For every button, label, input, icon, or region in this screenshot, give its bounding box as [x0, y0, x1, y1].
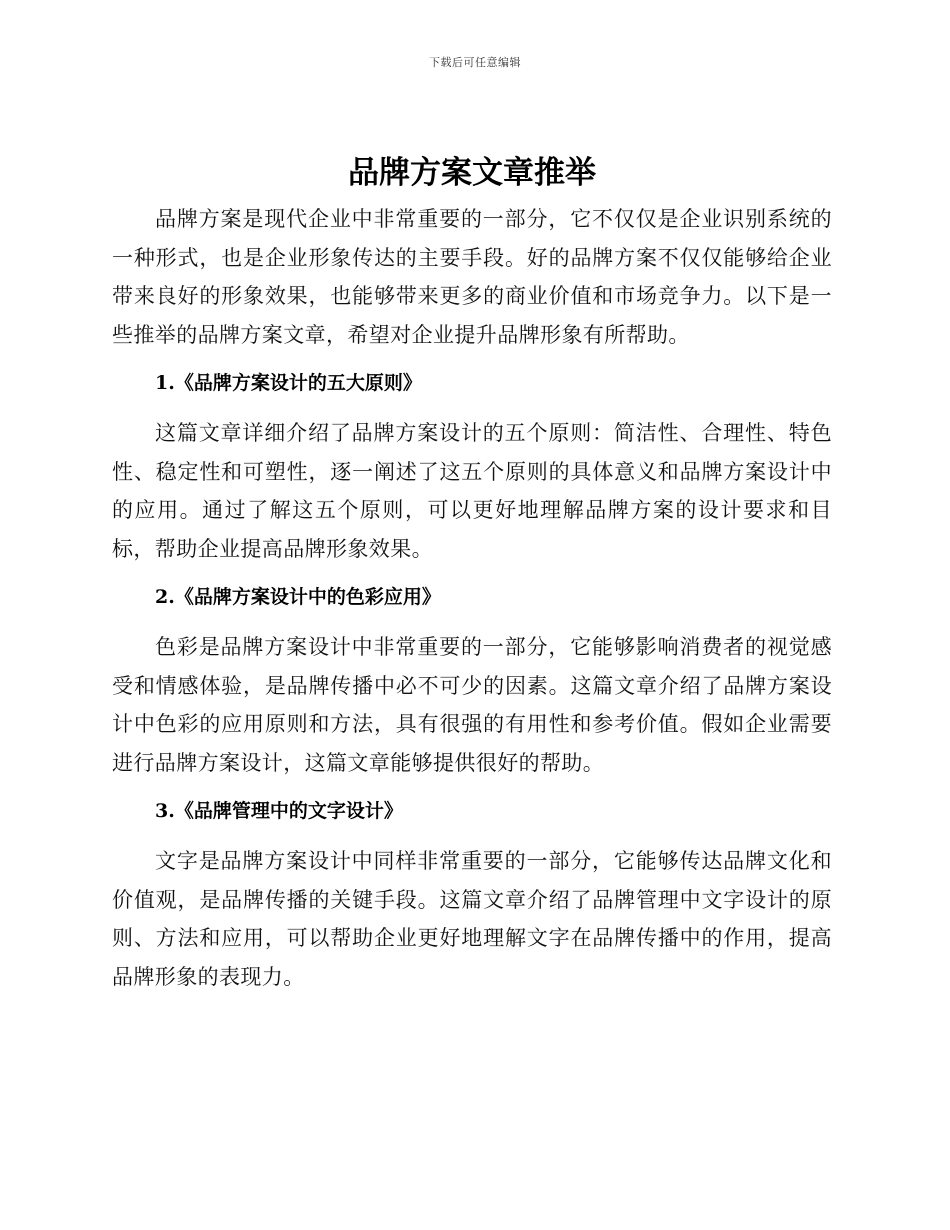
document-body [112, 150, 832, 996]
header-note: 下载后可任意编辑 [429, 56, 521, 69]
section-heading: 1.《品牌方案设计的五大原则》 [155, 372, 422, 394]
intro-paragraph: 品牌方案是现代企业中非常重要的一部分，它不仅仅是企业识别系统的一种形式，也是企业形象传达的主要手段。好的品牌方案不仅仅能够给企业带来良好的形象效果，也能够带来更多的商业价值和市场竞争力。以下是一些推举的品牌方案文章，希望对企业提升品牌形象有所帮助。 [112, 207, 832, 347]
section-2 [112, 582, 832, 782]
section-3 [112, 796, 832, 996]
section-paragraph: 色彩是品牌方案设计中非常重要的一部分，它能够影响消费者的视觉感受和情感体验，是品牌传播中必不可少的因素。这篇文章介绍了品牌方案设计中色彩的应用原则和方法，具有很强的有用性和参考价值。假如企业需要进行品牌方案设计，这篇文章能够提供很好的帮助。 [112, 635, 832, 775]
section-paragraph: 这篇文章详细介绍了品牌方案设计的五个原则：简洁性、合理性、特色性、稳定性和可塑性，逐一阐述了这五个原则的具体意义和品牌方案设计中的应用。通过了解这五个原则，可以更好地理解品牌方案的设计要求和目标，帮助企业提高品牌形象效果。 [112, 421, 832, 561]
section-paragraph: 文字是品牌方案设计中同样非常重要的一部分，它能够传达品牌文化和价值观，是品牌传播的关键手段。这篇文章介绍了品牌管理中文字设计的原则、方法和应用，可以帮助企业更好地理解文字在品牌传播中的作用，提高品牌形象的表现力。 [112, 849, 832, 989]
document-title: 品牌方案文章推举 [348, 155, 596, 191]
section-heading: 3.《品牌管理中的文字设计》 [155, 800, 403, 822]
section-heading: 2.《品牌方案设计中的色彩应用》 [155, 586, 441, 608]
section-1 [112, 368, 832, 568]
